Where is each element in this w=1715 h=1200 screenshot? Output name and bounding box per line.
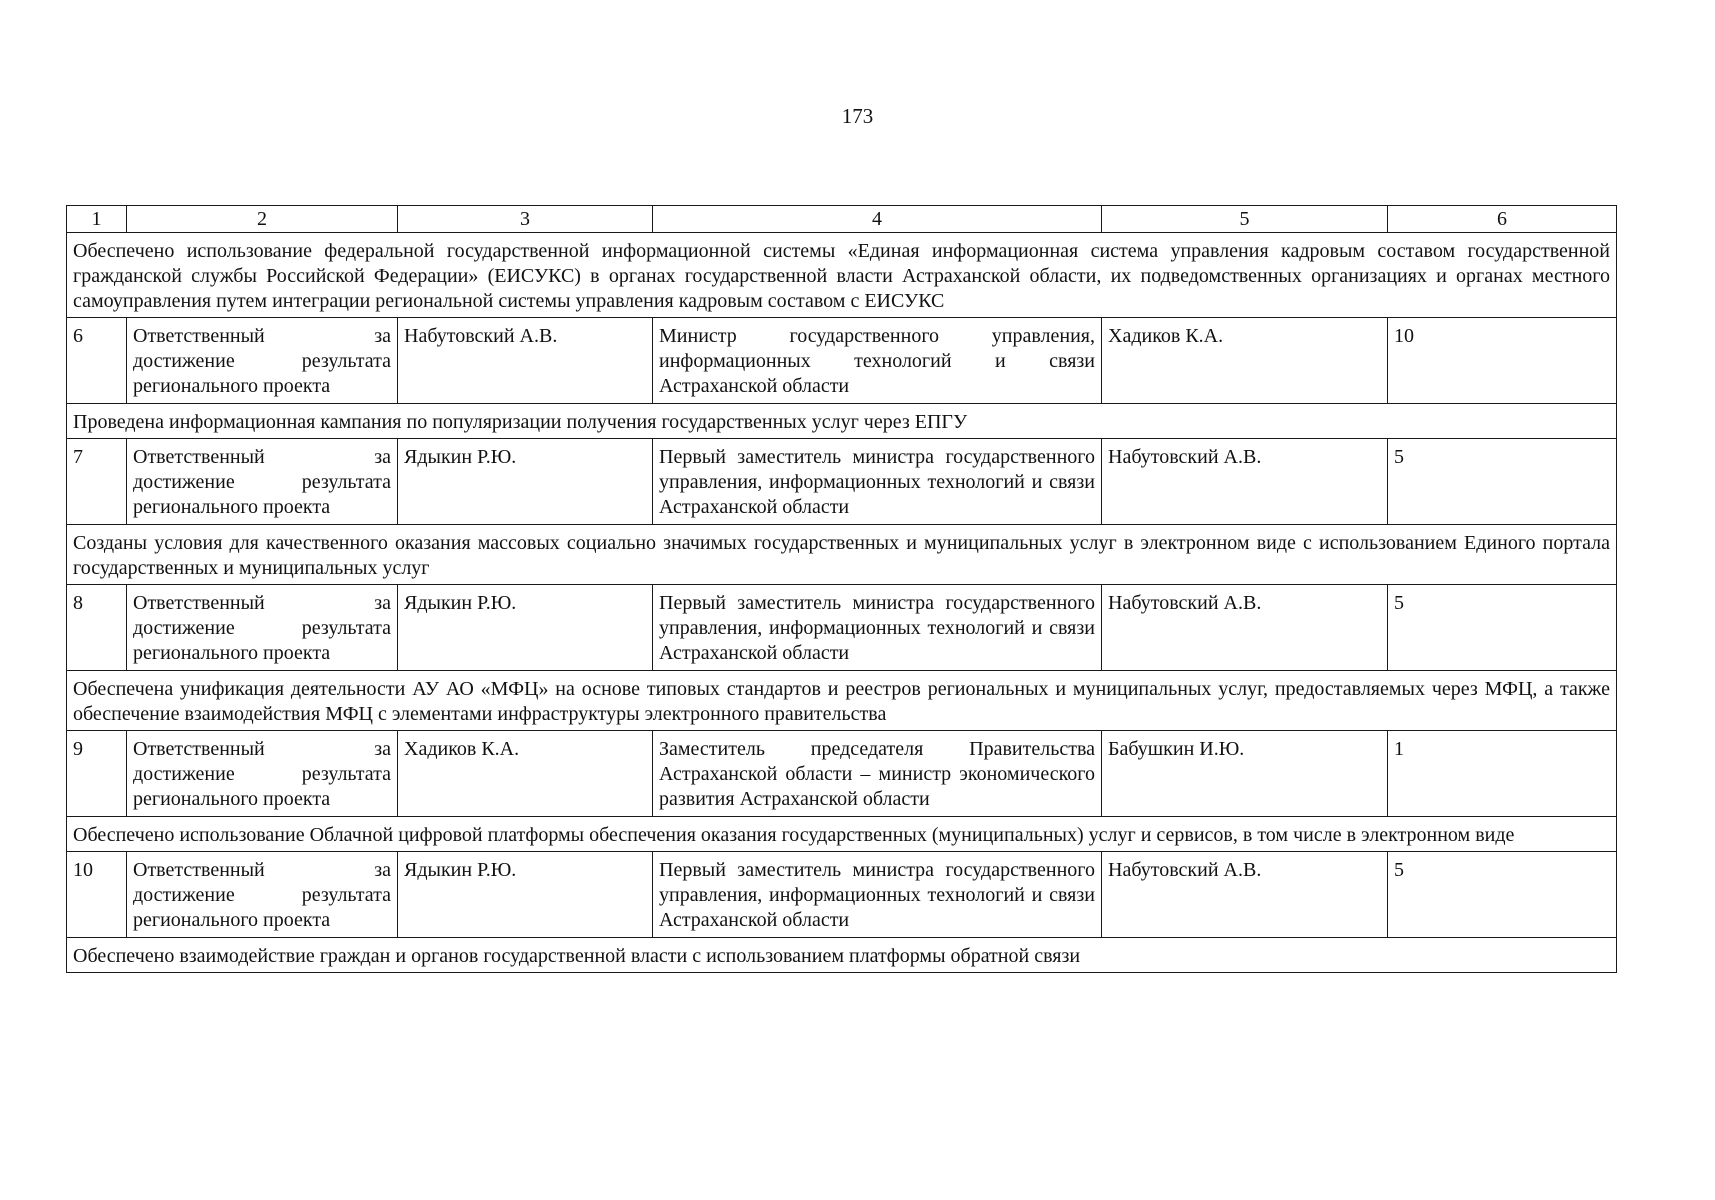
position-cell: Первый заместитель министра государственного управления, информационных технологий и связи Астраханской области <box>653 585 1102 671</box>
table-row <box>67 731 1617 817</box>
column-number: 5 <box>1102 206 1388 233</box>
column-number: 2 <box>127 206 398 233</box>
supervisor-cell: Набутовский А.В. <box>1102 585 1388 671</box>
page-number: 173 <box>841 104 874 128</box>
section-title-row <box>67 404 1617 439</box>
section-title-row <box>67 233 1617 318</box>
table-row <box>67 852 1617 938</box>
value-cell: 1 <box>1388 731 1617 817</box>
row-number: 7 <box>67 439 127 525</box>
section-title: Созданы условия для качественного оказания массовых социально значимых государственных и муниципальных услуг в электронном виде с использованием Единого портала государственных и муниципальных услуг <box>67 525 1617 585</box>
role-cell: Ответственный за достижение результата регионального проекта <box>127 731 398 817</box>
position-cell: Министр государственного управления, информационных технологий и связи Астраханской области <box>653 318 1102 404</box>
section-title-row <box>67 525 1617 585</box>
row-number: 9 <box>67 731 127 817</box>
section-title: Проведена информационная кампания по популяризации получения государственных услуг через ЕПГУ <box>67 404 1617 439</box>
section-title: Обеспечено использование федеральной государственной информационной системы «Единая информационная система управления кадровым составом государственной гражданской службы Российской Федерации» (ЕИСУКС) в органах государственной власти Астраханской области, их подведомственных организациях и органах местного самоуправления путем интеграции региональной системы управления кадровым составом с ЕИСУКС <box>67 233 1617 318</box>
supervisor-cell: Хадиков К.А. <box>1102 318 1388 404</box>
row-number: 8 <box>67 585 127 671</box>
column-number-row <box>67 206 1617 233</box>
table-row <box>67 439 1617 525</box>
value-cell: 5 <box>1388 852 1617 938</box>
position-cell: Первый заместитель министра государственного управления, информационных технологий и связи Астраханской области <box>653 852 1102 938</box>
role-cell: Ответственный за достижение результата регионального проекта <box>127 439 398 525</box>
table-row <box>67 585 1617 671</box>
responsible-person-cell: Хадиков К.А. <box>398 731 653 817</box>
value-cell: 10 <box>1388 318 1617 404</box>
value-cell: 5 <box>1388 439 1617 525</box>
responsible-person-cell: Набутовский А.В. <box>398 318 653 404</box>
column-number: 3 <box>398 206 653 233</box>
row-number: 6 <box>67 318 127 404</box>
responsible-person-cell: Ядыкин Р.Ю. <box>398 852 653 938</box>
responsibility-table <box>66 205 1617 973</box>
supervisor-cell: Бабушкин И.Ю. <box>1102 731 1388 817</box>
section-title-row <box>67 938 1617 973</box>
supervisor-cell: Набутовский А.В. <box>1102 439 1388 525</box>
responsible-person-cell: Ядыкин Р.Ю. <box>398 585 653 671</box>
responsible-person-cell: Ядыкин Р.Ю. <box>398 439 653 525</box>
section-title: Обеспечено использование Облачной цифровой платформы обеспечения оказания государственных (муниципальных) услуг и сервисов, в том числе в электронном виде <box>67 817 1617 852</box>
supervisor-cell: Набутовский А.В. <box>1102 852 1388 938</box>
role-cell: Ответственный за достижение результата регионального проекта <box>127 318 398 404</box>
section-title-row <box>67 817 1617 852</box>
section-title-row <box>67 671 1617 731</box>
role-cell: Ответственный за достижение результата регионального проекта <box>127 852 398 938</box>
column-number: 1 <box>67 206 127 233</box>
section-title: Обеспечено взаимодействие граждан и органов государственной власти с использованием платформы обратной связи <box>67 938 1617 973</box>
position-cell: Заместитель председателя Правительства Астраханской области – министр экономического развития Астраханской области <box>653 731 1102 817</box>
column-number: 4 <box>653 206 1102 233</box>
section-title: Обеспечена унификация деятельности АУ АО «МФЦ» на основе типовых стандартов и реестров региональных и муниципальных услуг, предоставляемых через МФЦ, а также обеспечение взаимодействия МФЦ с элементами инфраструктуры электронного правительства <box>67 671 1617 731</box>
value-cell: 5 <box>1388 585 1617 671</box>
position-cell: Первый заместитель министра государственного управления, информационных технологий и связи Астраханской области <box>653 439 1102 525</box>
column-number: 6 <box>1388 206 1617 233</box>
role-cell: Ответственный за достижение результата регионального проекта <box>127 585 398 671</box>
table-row <box>67 318 1617 404</box>
row-number: 10 <box>67 852 127 938</box>
